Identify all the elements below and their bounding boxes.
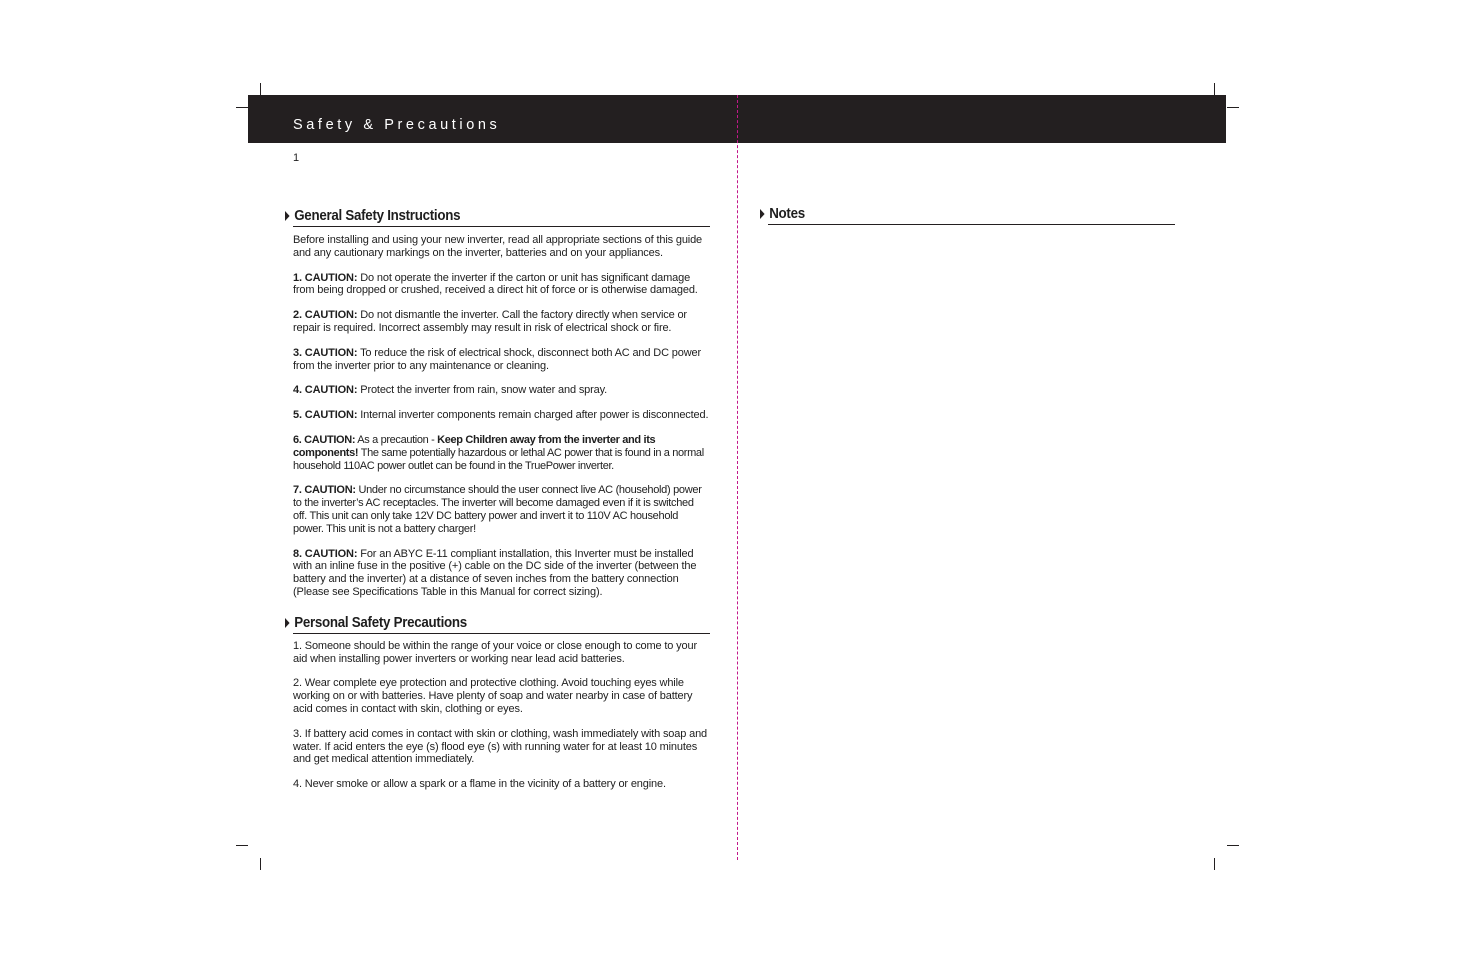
precaution-item: 3. If battery acid comes in contact with skin or clothing, wash immediately with soap and water. If acid enters the eye (s) flood eye (s) with running water for at least 10 minutes and get medical attention immediately. <box>293 727 708 766</box>
section-heading-notes <box>760 206 1175 222</box>
crop-mark <box>1214 83 1215 95</box>
section-heading-text: Notes <box>769 206 805 222</box>
precaution-item: 4. Never smoke or allow a spark or a flame in the vicinity of a battery or engine. <box>293 778 666 791</box>
section-heading-personal <box>285 615 710 631</box>
intro-paragraph: Before installing and using your new inverter, read all appropriate sections of this guide and any cautionary markings on the inverter, batteries and on your appliances. <box>293 234 703 259</box>
caution-item <box>293 409 710 422</box>
caution-text: The same potentially hazardous or lethal AC power that is found in a normal household 110AC power outlet can be found in the TruePower inverter. <box>293 446 704 472</box>
caution-item <box>293 484 710 535</box>
precaution-item: 2. Wear complete eye protection and protective clothing. Avoid touching eyes while working on or with batteries. Have plenty of soap and water nearby in case of battery acid comes in contact with skin, clothing or eyes. <box>293 677 693 715</box>
caution-text: Under no circumstance should the user connect live AC (household) power to the inverter’s AC receptacles. The inverter will become damaged even if it is switched off. This unit can only take 12V DC battery power and invert it to 110V AC household power. This unit is not a battery charger! <box>293 484 702 535</box>
caution-label: 3. CAUTION: <box>293 346 358 359</box>
caution-item <box>293 434 710 472</box>
triangle-bullet-icon <box>285 618 290 628</box>
caution-item <box>293 384 710 397</box>
caution-label: 8. CAUTION: <box>293 547 358 560</box>
caution-item <box>293 548 710 599</box>
section-heading-general <box>285 208 710 224</box>
caution-label: 6. CAUTION: <box>293 433 356 446</box>
caution-label: 4. CAUTION: <box>293 384 358 397</box>
crop-mark <box>260 858 261 870</box>
caution-item <box>293 309 710 335</box>
crop-mark <box>236 107 248 108</box>
left-column <box>285 208 710 791</box>
caution-text: Do not dismantle the inverter. Call the factory directly when service or repair is required. Incorrect assembly may result in risk of electrical shock or fire. <box>293 309 687 334</box>
precaution-item: 1. Someone should be within the range of your voice or close enough to come to your aid when installing power inverters or working near lead acid batteries. <box>293 639 697 665</box>
caution-item <box>293 347 710 373</box>
crop-mark <box>1227 845 1239 846</box>
caution-text: To reduce the risk of electrical shock, disconnect both AC and DC power from the inverter prior to any maintenance or cleaning. <box>293 346 701 372</box>
crop-mark <box>1214 858 1215 870</box>
caution-label: 7. CAUTION: <box>293 484 356 497</box>
fold-line <box>737 95 738 860</box>
page-number: 1 <box>293 152 300 164</box>
caution-label: 1. CAUTION: <box>293 271 358 284</box>
caution-label: 5. CAUTION: <box>293 409 358 422</box>
crop-mark <box>260 83 261 95</box>
triangle-bullet-icon <box>285 211 290 221</box>
triangle-bullet-icon <box>760 209 765 219</box>
caution-text: Do not operate the inverter if the carton or unit has significant damage from being dropped or crushed, received a direct hit of force or is otherwise damaged. <box>293 271 698 297</box>
section-heading-text: General Safety Instructions <box>294 208 461 224</box>
right-column <box>760 208 1175 225</box>
page-title: Safety & Precautions <box>293 117 501 133</box>
caution-item <box>293 272 710 298</box>
section-heading-text: Personal Safety Precautions <box>294 614 467 631</box>
caution-text: Protect the inverter from rain, snow water and spray. <box>357 384 608 397</box>
caution-text: As a precaution - <box>355 433 438 446</box>
section-rule <box>768 224 1175 225</box>
caution-warning-bold: Keep Children away from the inverter and its components! <box>293 433 656 459</box>
crop-mark <box>236 845 248 846</box>
caution-text: Internal inverter components remain charged after power is disconnected. <box>357 409 709 422</box>
caution-label: 2. CAUTION: <box>293 309 358 322</box>
crop-mark <box>1227 107 1239 108</box>
caution-text: For an ABYC E-11 compliant installation, this Inverter must be installed with an inline fuse in the positive (+) cable on the DC side of the inverter (between the battery and the inverter) at a distance of seven inches from the battery connection (Please see Specifications Table in this Manual for correct sizing). <box>293 547 697 598</box>
